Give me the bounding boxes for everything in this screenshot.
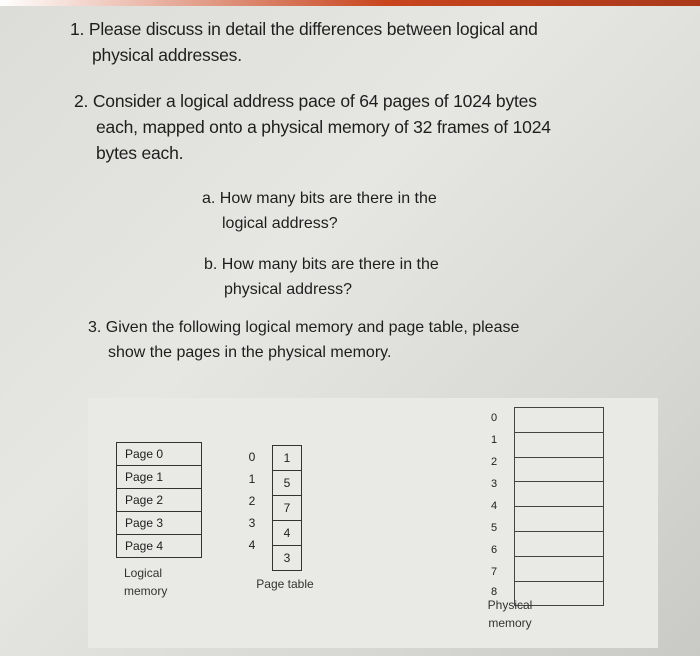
physical-memory-caption-line-1: Physical	[487, 598, 533, 612]
logical-page-cell: Page 3	[117, 512, 202, 535]
page-table-frame-cell: 7	[273, 496, 302, 521]
physical-frame-index: 6	[490, 544, 498, 556]
question-2-line-2: each, mapped onto a physical memory of 32 frames of 1024	[96, 117, 551, 137]
question-2a-line-2: logical address?	[222, 215, 338, 232]
physical-memory-caption	[480, 598, 540, 630]
question-1	[70, 16, 538, 68]
physical-frame-cell	[515, 432, 604, 457]
question-3	[88, 315, 519, 365]
physical-frame-index: 4	[490, 500, 498, 512]
question-2-line-3: bytes each.	[96, 143, 184, 163]
logical-memory-caption-line-1: Logical	[124, 566, 163, 580]
page-table-index: 3	[248, 516, 256, 530]
physical-frame-index: 1	[490, 434, 498, 446]
question-2	[74, 88, 551, 166]
physical-frame-cell	[515, 507, 604, 532]
physical-frame-cell	[515, 556, 604, 581]
question-2a	[202, 186, 437, 236]
physical-frame-cell	[515, 408, 604, 433]
question-2b	[204, 252, 439, 302]
question-3-line-1: 3. Given the following logical memory and page table, please	[88, 319, 520, 336]
physical-memory-caption-line-2: memory	[488, 616, 532, 630]
page-table-frame-cell: 3	[273, 546, 302, 571]
logical-page-cell: Page 0	[117, 443, 202, 466]
logical-page-cell: Page 4	[117, 535, 202, 558]
physical-frame-cell	[515, 531, 604, 556]
page-table-index: 1	[248, 472, 256, 486]
logical-memory-caption	[124, 566, 184, 598]
logical-page-cell: Page 1	[117, 466, 202, 489]
logical-memory-table	[116, 442, 202, 558]
physical-frame-cell	[515, 457, 604, 482]
logical-page-cell: Page 2	[117, 489, 202, 512]
page-table-frame-cell: 4	[273, 521, 302, 546]
page-table-index: 4	[248, 538, 256, 552]
paper-edge	[0, 0, 700, 6]
logical-memory-caption-line-2: memory	[124, 584, 168, 598]
physical-frame-cell	[515, 482, 604, 507]
page-table-frame-cell: 5	[273, 471, 302, 496]
physical-frame-index: 8	[490, 586, 498, 598]
physical-memory-table	[514, 407, 604, 606]
physical-frame-index: 7	[490, 566, 498, 578]
page-table	[272, 445, 302, 571]
question-2b-line-2: physical address?	[224, 281, 353, 298]
page-table-caption: Page table	[256, 577, 314, 591]
physical-frame-index: 3	[490, 478, 498, 490]
page-table-index: 2	[248, 494, 256, 508]
physical-frame-index: 5	[490, 522, 498, 534]
question-2-line-1: 2. Consider a logical address pace of 64 pages of 1024 bytes	[74, 91, 537, 111]
page-table-frame-cell: 1	[273, 446, 302, 471]
question-1-line-2: physical addresses.	[92, 45, 242, 65]
physical-frame-index: 0	[490, 412, 498, 424]
question-2a-line-1: a. How many bits are there in the	[202, 190, 437, 207]
question-3-line-2: show the pages in the physical memory.	[108, 344, 392, 361]
question-2b-line-1: b. How many bits are there in the	[204, 256, 439, 273]
question-1-line-1: 1. Please discuss in detail the differences between logical and	[70, 19, 538, 39]
physical-frame-index: 2	[490, 456, 498, 468]
page-table-index: 0	[248, 450, 256, 464]
